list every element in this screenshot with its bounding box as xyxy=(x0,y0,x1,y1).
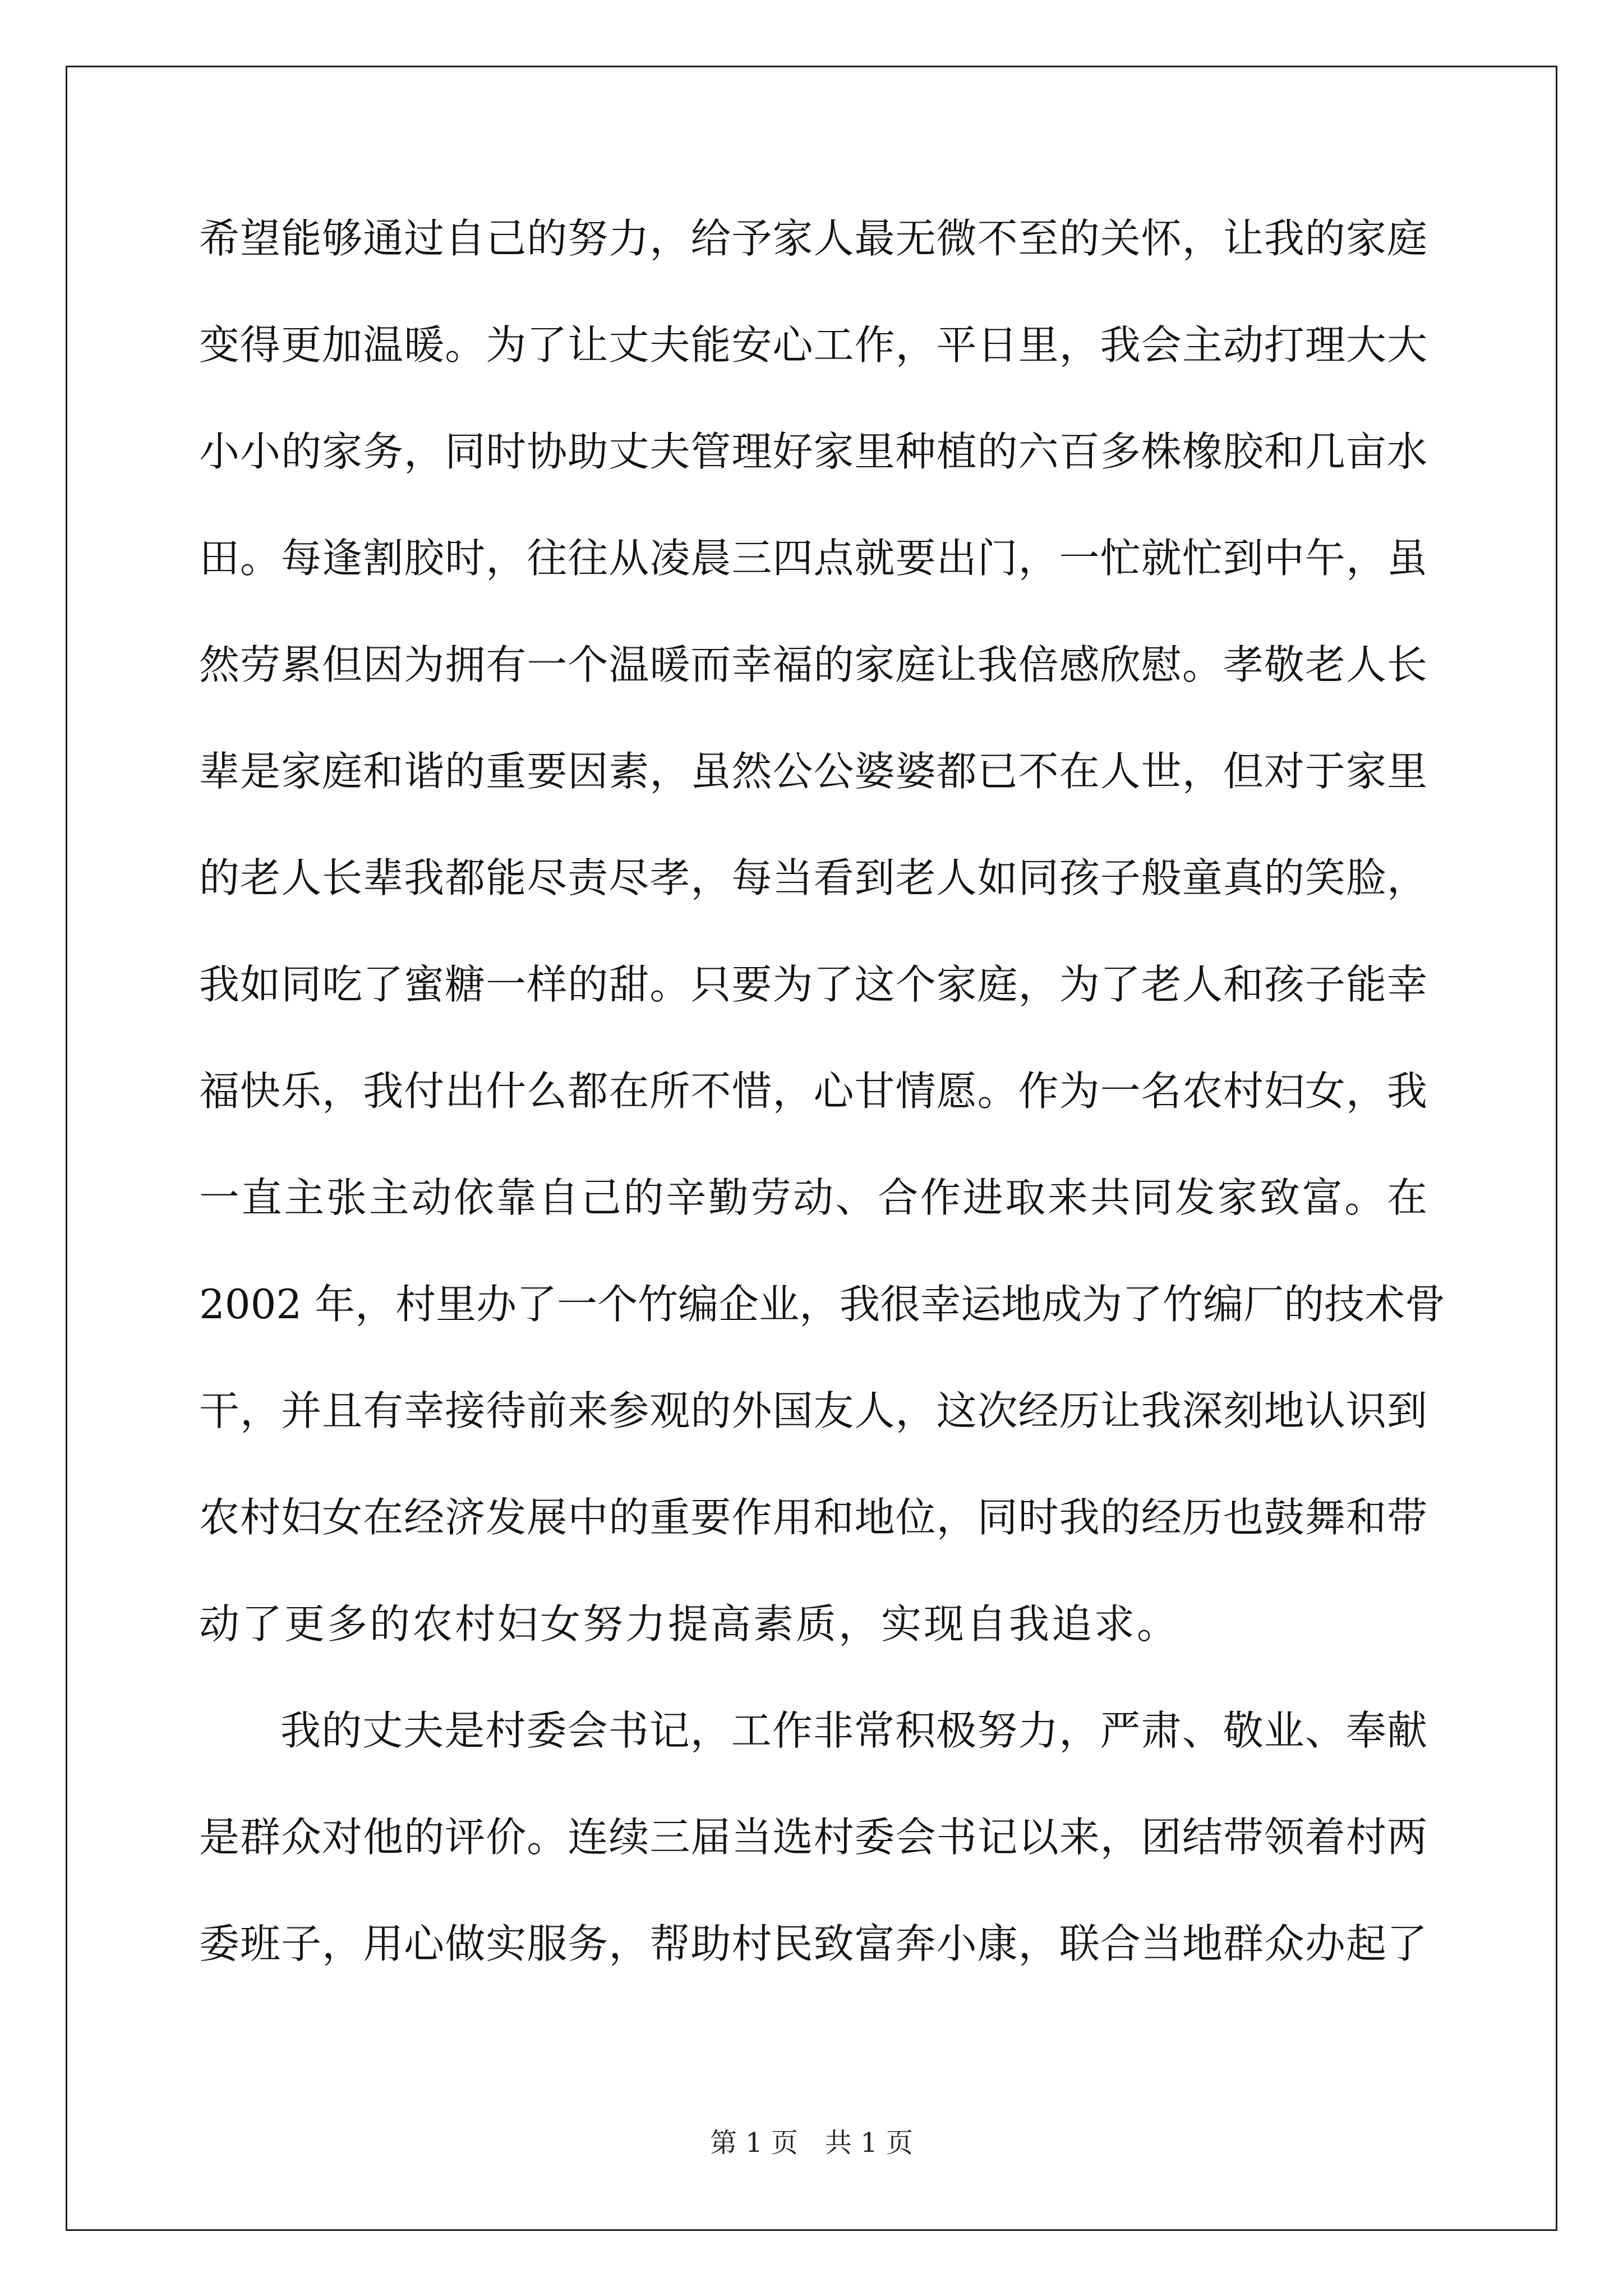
page-number-total: 共 1 页 xyxy=(825,2127,914,2159)
text-line: 希望能够通过自己的努力，给予家人最无微不至的关怀，让我的家庭 xyxy=(199,215,1427,262)
text-line: 委班子，用心做实服务，帮助村民致富奔小康，联合当地群众办起了 xyxy=(199,1920,1427,1967)
text-line: 小小的家务，同时协助丈夫管理好家里种植的六百多株橡胶和几亩水 xyxy=(199,428,1427,475)
text-line: 辈是家庭和谐的重要因素，虽然公公婆婆都已不在人世，但对于家里 xyxy=(199,748,1427,795)
text-line: 我的丈夫是村委会书记，工作非常积极努力，严肃、敬业、奉献 xyxy=(280,1707,1427,1754)
page-footer xyxy=(0,2126,1623,2160)
text-line: 干，并且有幸接待前来参观的外国友人，这次经历让我深刻地认识到 xyxy=(199,1387,1427,1434)
text-line: 一直主张主动依靠自己的辛勤劳动、合作进取来共同发家致富。在 xyxy=(199,1174,1427,1221)
text-line: 是群众对他的评价。连续三届当选村委会书记以来，团结带领着村两 xyxy=(199,1814,1427,1861)
text-line: 变得更加温暖。为了让丈夫能安心工作，平日里，我会主动打理大大 xyxy=(199,321,1427,369)
text-line: 然劳累但因为拥有一个温暖而幸福的家庭让我倍感欣慰。孝敬老人长 xyxy=(199,641,1427,688)
text-line: 福快乐，我付出什么都在所不惜，心甘情愿。作为一名农村妇女，我 xyxy=(199,1068,1427,1115)
text-line: 动了更多的农村妇女努力提高素质，实现自我追求。 xyxy=(199,1600,1180,1648)
text-line: 田。每逢割胶时，往往从凌晨三四点就要出门，一忙就忙到中午，虽 xyxy=(199,535,1427,582)
page-number-current: 第 1 页 xyxy=(709,2127,798,2159)
text-line: 我如同吃了蜜糖一样的甜。只要为了这个家庭，为了老人和孩子能幸 xyxy=(199,961,1427,1008)
text-line: 的老人长辈我都能尽责尽孝，每当看到老人如同孩子般童真的笑脸， xyxy=(199,854,1427,901)
text-line: 2002 年，村里办了一个竹编企业，我很幸运地成为了竹编厂的技术骨 xyxy=(199,1281,1446,1328)
text-line: 农村妇女在经济发展中的重要作用和地位，同时我的经历也鼓舞和带 xyxy=(199,1494,1427,1541)
document-body xyxy=(199,210,1446,2022)
